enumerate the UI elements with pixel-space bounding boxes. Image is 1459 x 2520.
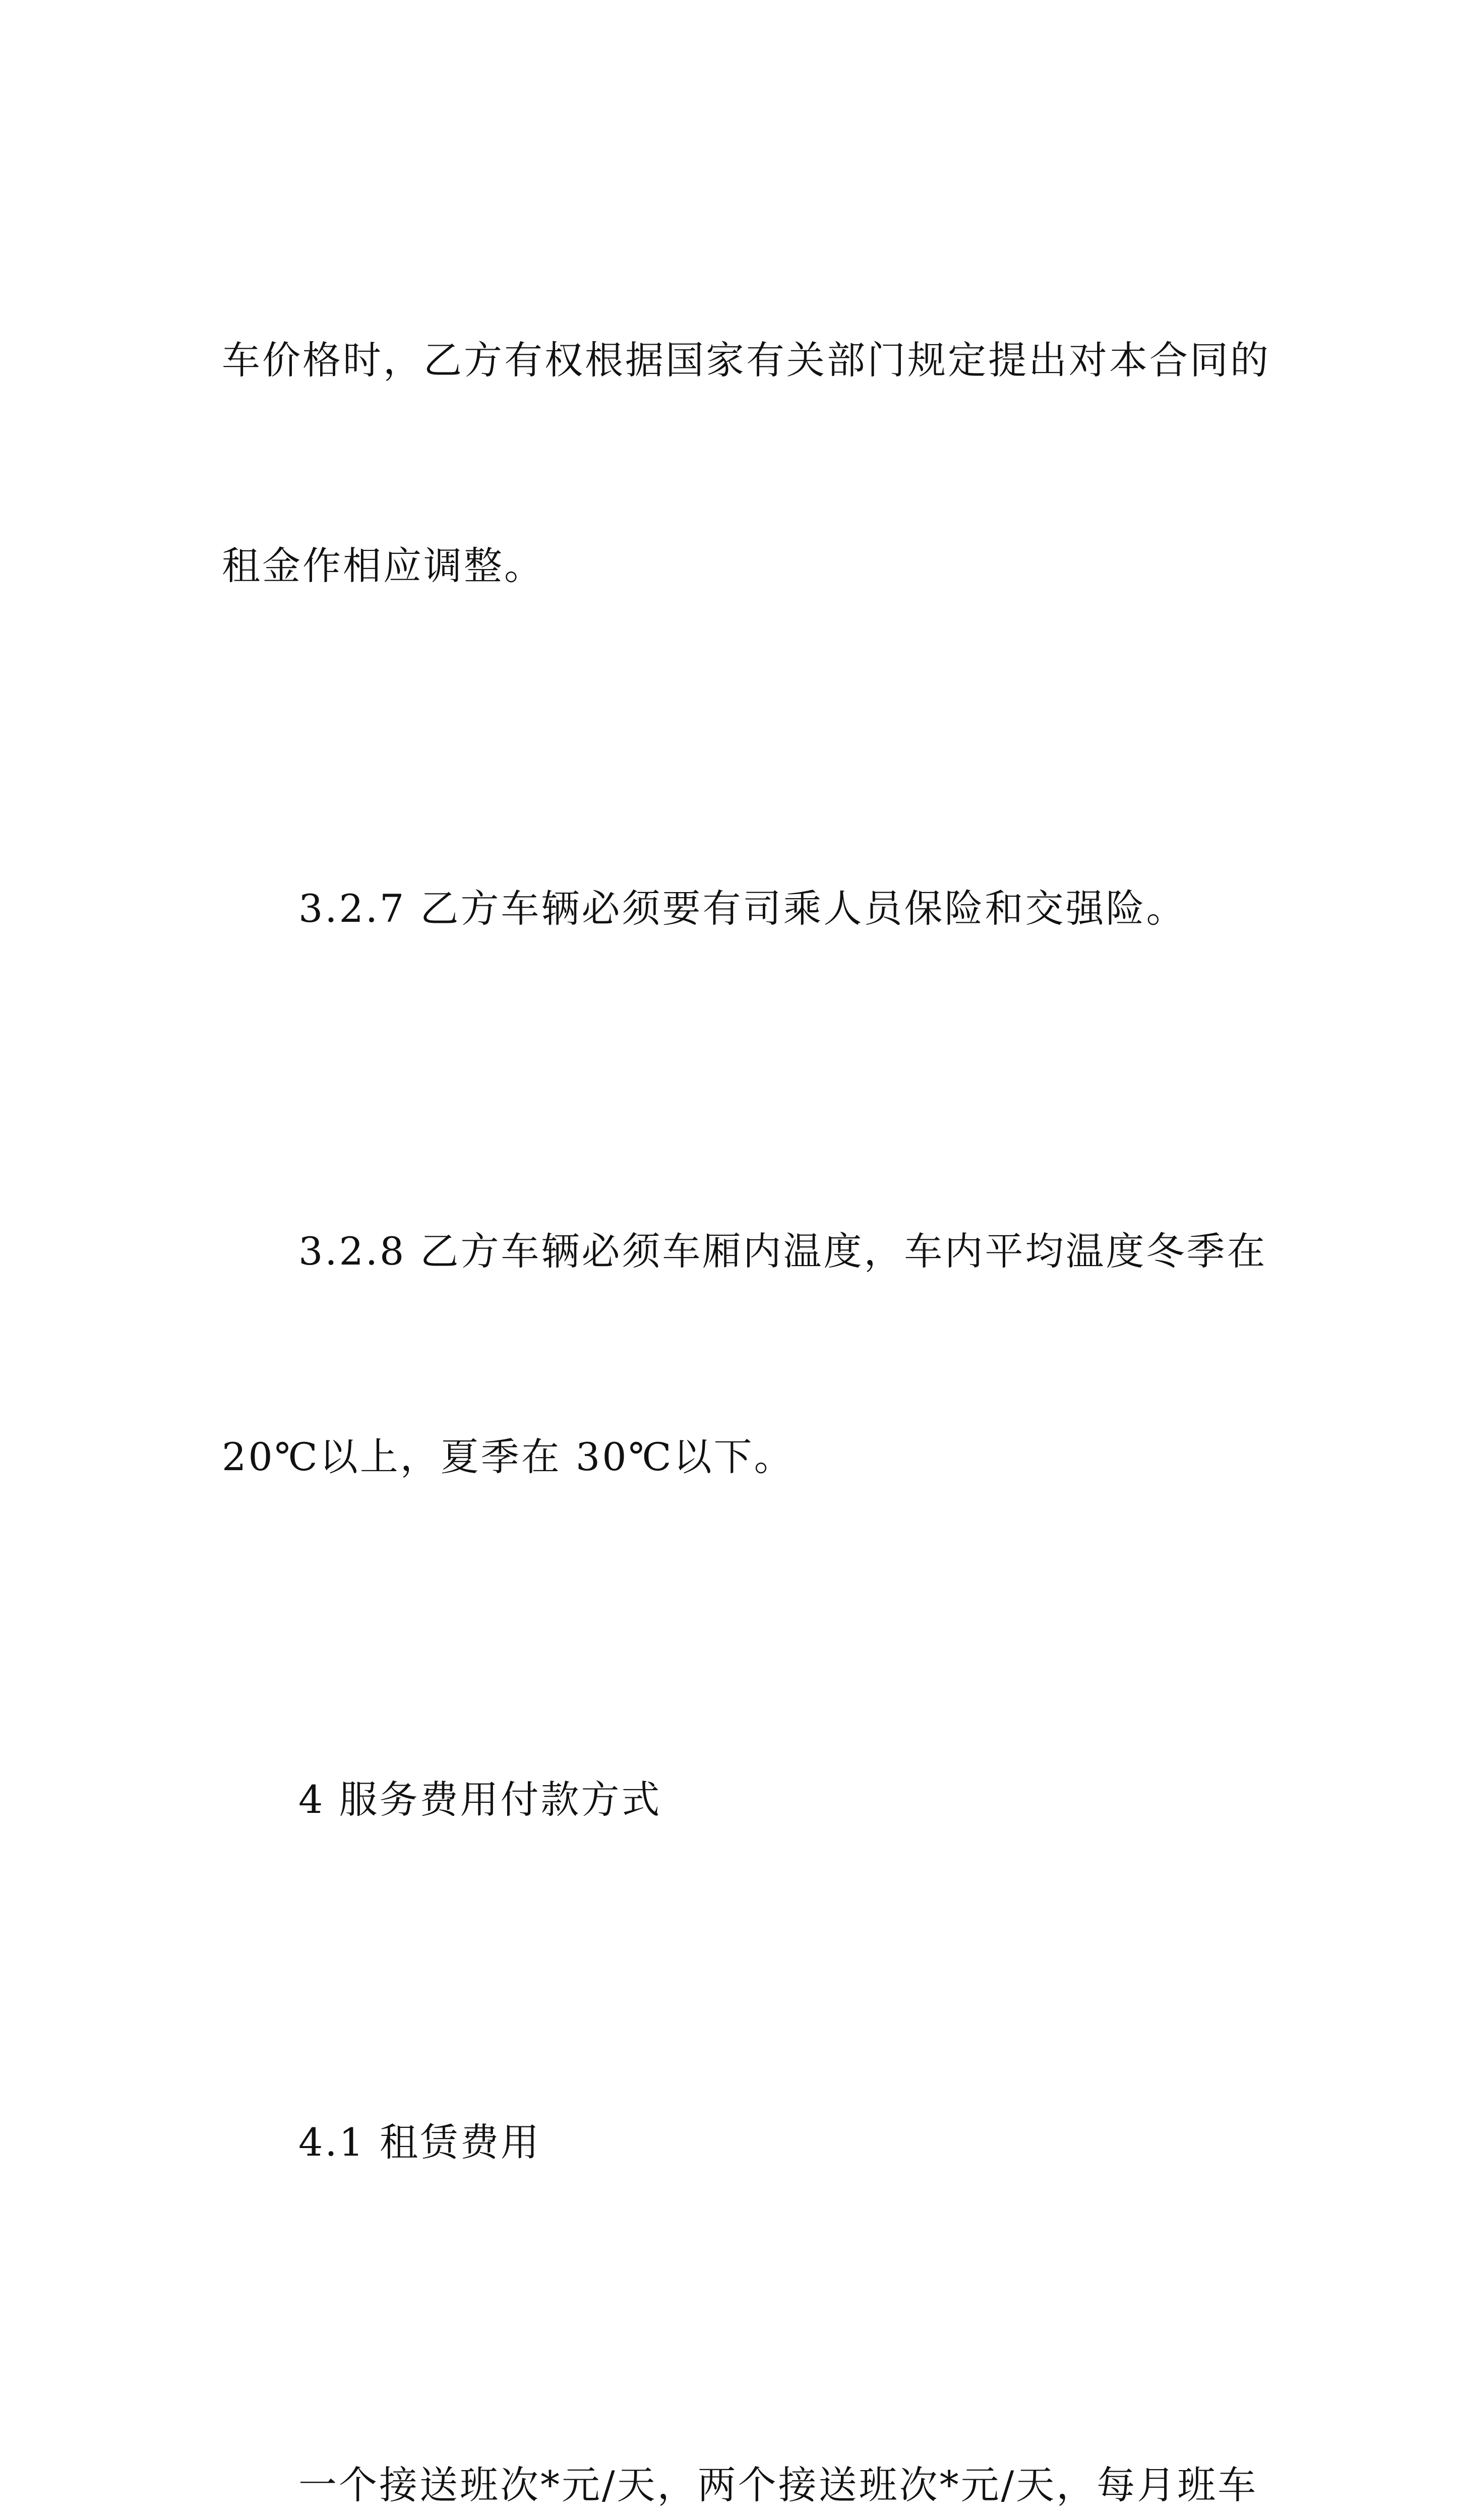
paragraph-rent-adjustment: [222, 189, 1270, 737]
text-line: 一个接送班次*元/天，两个接送班次*元/天，每月班车: [298, 2463, 1258, 2507]
heading-section-4: [222, 1628, 1255, 1971]
paragraph-3-2-8: [222, 1080, 1267, 1628]
text-line: 车价格时，乙方有权根据国家有关部门规定提出对本合同的: [222, 338, 1270, 383]
subsection-heading: 4.1 租赁费用: [298, 2120, 541, 2165]
text-line: 3.2.7 乙方车辆必须要有司乘人员保险和交强险。: [298, 886, 1187, 931]
text-line: 3.2.8 乙方车辆必须车厢内温度，车内平均温度冬季在: [298, 1229, 1267, 1274]
document-body: [222, 189, 1270, 2520]
section-heading: 4 服务费用付款方式: [298, 1777, 662, 1822]
text-line: 租金作相应调整。: [222, 543, 544, 588]
paragraph-3-2-7: [222, 737, 1255, 1080]
paragraph-rental-fee: [222, 2314, 1258, 2520]
heading-section-4-1: [222, 1971, 1255, 2314]
text-line: 20℃以上，夏季在 30℃以下。: [222, 1434, 795, 1479]
